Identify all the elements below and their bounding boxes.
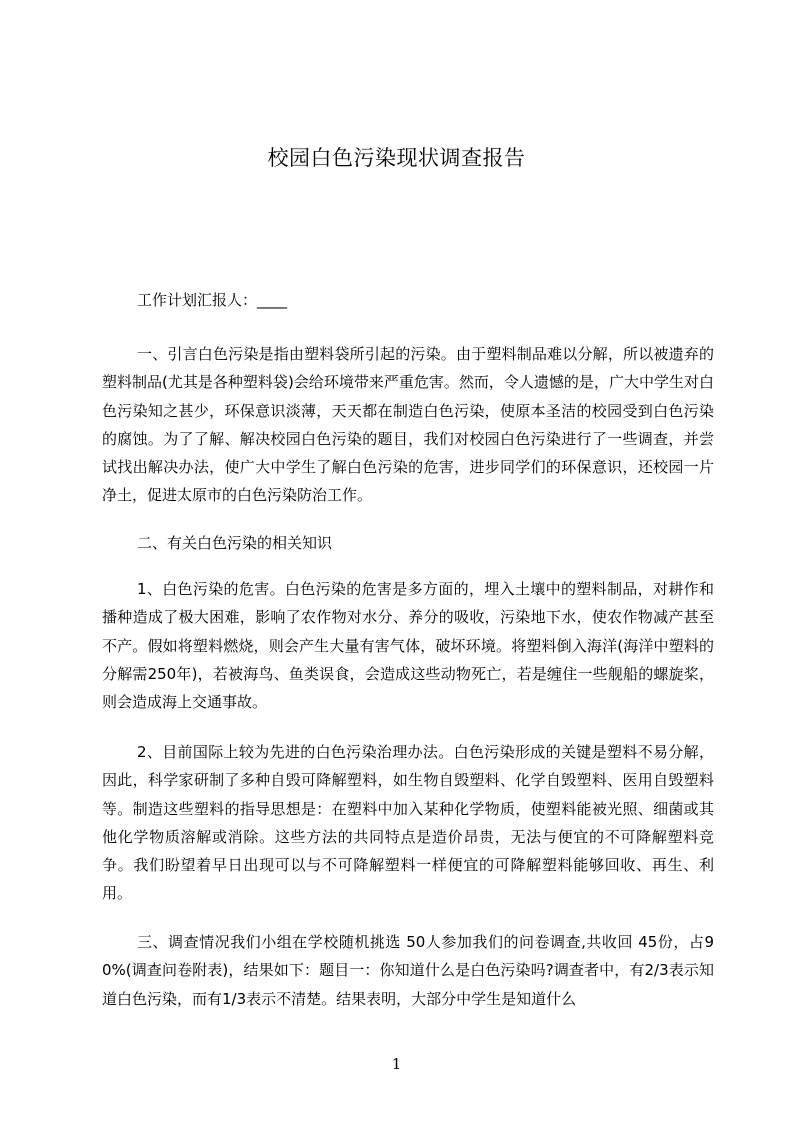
reporter-line: 工作计划汇报人：____ [137,291,288,309]
page-number: 1 [391,1055,402,1073]
section-3-paragraph: 三、调查情况我们小组在学校随机挑选 50人参加我们的问卷调查,共收回 45份，占90%(调查问卷附表)，结果如下：题目一：你知道什么是白色污染吗?调查者中，有2/3表示知道白色污染，而有1/3表示不清楚。结果表明，大部分中学生是知道什么 [102,933,714,1008]
document-title: 校园白色污染现状调查报告 [267,146,526,170]
section-2-paragraph-1: 1、白色污染的危害。白色污染的危害是多方面的，埋入土壤中的塑料制品，对耕作和播种造成了极大困难，影响了农作物对水分、养分的吸收，污染地下水，使农作物减产甚至不产。假如将塑料燃烧，则会产生大量有害气体，破坏环境。将塑料倒入海洋(海洋中塑料的分解需250年)，若被海鸟、鱼类误食，会造成这些动物死亡，若是缠住一些舰船的螺旋桨，则会造成海上交通事故。 [102,580,714,712]
section-2-paragraph-2: 2、目前国际上较为先进的白色污染治理办法。白色污染形成的关键是塑料不易分解，因此，科学家研制了多种自毁可降解塑料，如生物自毁塑料、化学自毁塑料、医用自毁塑料等。制造这些塑料的指导思想是：在塑料中加入某种化学物质，使塑料能被光照、细菌或其他化学物质溶解或消除。这些方法的共同特点是造价昂贵，无法与便宜的不可降解塑料竞争。我们盼望着早日出现可以与不可降解塑料一样便宜的可降解塑料能够回收、再生、利用。 [102,743,714,903]
section-2-heading: 二、有关白色污染的相关知识 [137,534,333,552]
section-1-paragraph: 一、引言白色污染是指由塑料袋所引起的污染。由于塑料制品难以分解，所以被遗弃的塑料制品(尤其是各种塑料袋)会给环境带来严重危害。然而，令人遗憾的是，广大中学生对白色污染知之甚少，环保意识淡薄，天天都在制造白色污染，使原本圣洁的校园受到白色污染的腐蚀。为了了解、解决校园白色污染的题目，我们对校园白色污染进行了一些调查，并尝试找出解决办法，使广大中学生了解白色污染的危害，进步同学们的环保意识，还校园一片净土，促进太原市的白色污染防治工作。 [102,345,714,505]
